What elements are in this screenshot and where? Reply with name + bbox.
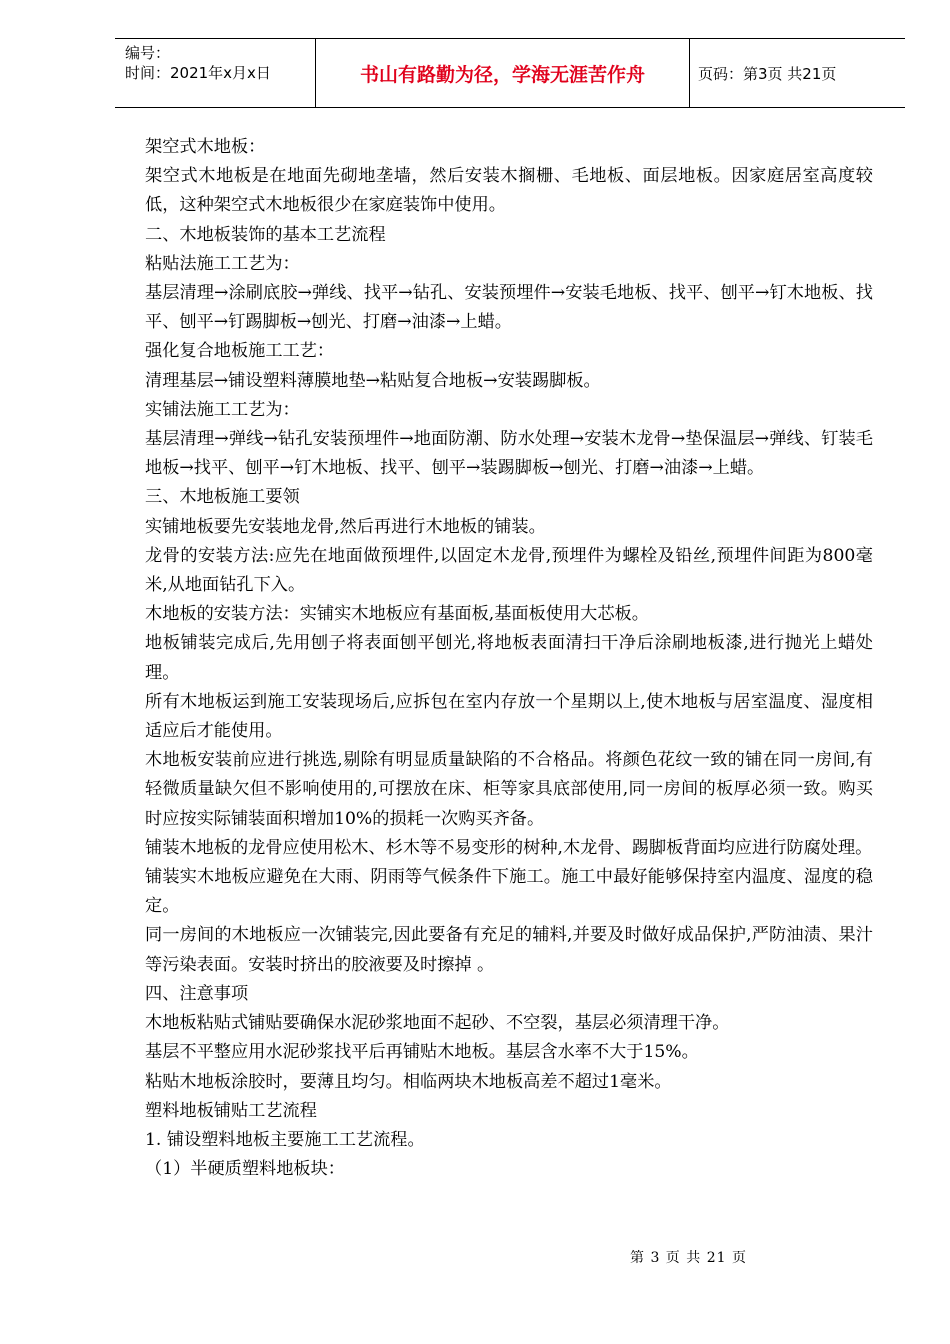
paragraph: 同一房间的木地板应一次铺装完,因此要备有充足的辅料,并要及时做好成品保护,严防油渍、果汁等污染表面。安装时挤出的胶液要及时擦掉 。 bbox=[145, 925, 873, 975]
paragraph: 清理基层→铺设塑料薄膜地垫→粘贴复合地板→安装踢脚板。 bbox=[145, 370, 601, 391]
paragraph: （1）半硬质塑料地板块： bbox=[145, 1159, 345, 1180]
paragraph: 1. 铺设塑料地板主要施工工艺流程。 bbox=[145, 1129, 425, 1150]
paragraph: 粘贴法施工工艺为： bbox=[145, 253, 300, 274]
section-heading: 塑料地板铺贴工艺流程 bbox=[145, 1100, 317, 1121]
paragraph: 木地板安装前应进行挑选,剔除有明显质量缺陷的不合格品。将颜色花纹一致的铺在同一房间,有轻微质量缺欠但不影响使用的,可摆放在床、柜等家具底部使用,同一房间的板厚必须一致。购买时应按实际铺装面积增加10%的损耗一次购买齐备。 bbox=[145, 750, 873, 829]
paragraph: 粘贴木地板涂胶时，要薄且均匀。相临两块木地板高差不超过1毫米。 bbox=[145, 1071, 672, 1092]
paragraph: 基层清理→涂刷底胶→弹线、找平→钻孔、安装预埋件→安装毛地板、找平、刨平→钉木地板、找平、刨平→钉踢脚板→刨光、打磨→油漆→上蜡。 bbox=[145, 283, 873, 333]
section-heading: 三、木地板施工要领 bbox=[145, 487, 300, 508]
paragraph: 基层清理→弹线→钻孔安装预埋件→地面防潮、防水处理→安装木龙骨→垫保温层→弹线、钉装毛地板→找平、刨平→钉木地板、找平、刨平→装踢脚板→刨光、打磨→油漆→上蜡。 bbox=[145, 429, 873, 479]
paragraph: 铺装木地板的龙骨应使用松木、杉木等不易变形的树种,木龙骨、踢脚板背面均应进行防腐处理。 bbox=[145, 837, 873, 858]
paragraph: 实铺法施工工艺为： bbox=[145, 399, 300, 420]
section-heading: 二、木地板装饰的基本工艺流程 bbox=[145, 224, 386, 245]
paragraph: 地板铺装完成后,先用刨子将表面刨平刨光,将地板表面清扫干净后涂刷地板漆,进行抛光上蜡处理。 bbox=[145, 633, 873, 683]
page-footer-number: 第 3 页 共 21 页 bbox=[630, 1250, 747, 1266]
header-page-info: 页码：第3页 共21页 bbox=[698, 64, 837, 83]
header-motto: 书山有路勤为径，学海无涯苦作舟 bbox=[316, 39, 690, 107]
paragraph: 强化复合地板施工工艺： bbox=[145, 341, 335, 362]
section-heading: 四、注意事项 bbox=[145, 983, 249, 1004]
paragraph: 架空式木地板： bbox=[145, 137, 266, 157]
paragraph: 木地板粘贴式铺贴要确保水泥砂浆地面不起砂、不空裂，基层必须清理干净。 bbox=[145, 1013, 730, 1034]
paragraph: 木地板的安装方法：实铺实木地板应有基面板,基面板使用大芯板。 bbox=[145, 604, 649, 625]
document-time-label: 时间：2021年x月x日 bbox=[125, 64, 271, 82]
header-meta-cell bbox=[115, 39, 316, 107]
paragraph: 所有木地板运到施工安装现场后,应拆包在室内存放一个星期以上,使木地板与居室温度、湿度相适应后才能使用。 bbox=[145, 691, 873, 742]
paragraph: 架空式木地板是在地面先砌地垄墙，然后安装木搁栅、毛地板、面层地板。因家庭居室高度较低，这种架空式木地板很少在家庭装饰中使用。 bbox=[145, 166, 873, 216]
document-number-label: 编号： bbox=[125, 44, 171, 62]
paragraph: 实铺地板要先安装地龙骨,然后再进行木地板的铺装。 bbox=[145, 516, 546, 537]
paragraph: 铺装实木地板应避免在大雨、阴雨等气候条件下施工。施工中最好能够保持室内温度、湿度的稳定。 bbox=[145, 867, 873, 917]
page-header bbox=[115, 38, 905, 108]
paragraph: 龙骨的安装方法:应先在地面做预埋件,以固定木龙骨,预埋件为螺栓及铅丝,预埋件间距为800毫米,从地面钻孔下入。 bbox=[145, 545, 873, 596]
paragraph: 基层不平整应用水泥砂浆找平后再铺贴木地板。基层含水率不大于15%。 bbox=[145, 1042, 699, 1063]
document-body bbox=[145, 133, 873, 1184]
